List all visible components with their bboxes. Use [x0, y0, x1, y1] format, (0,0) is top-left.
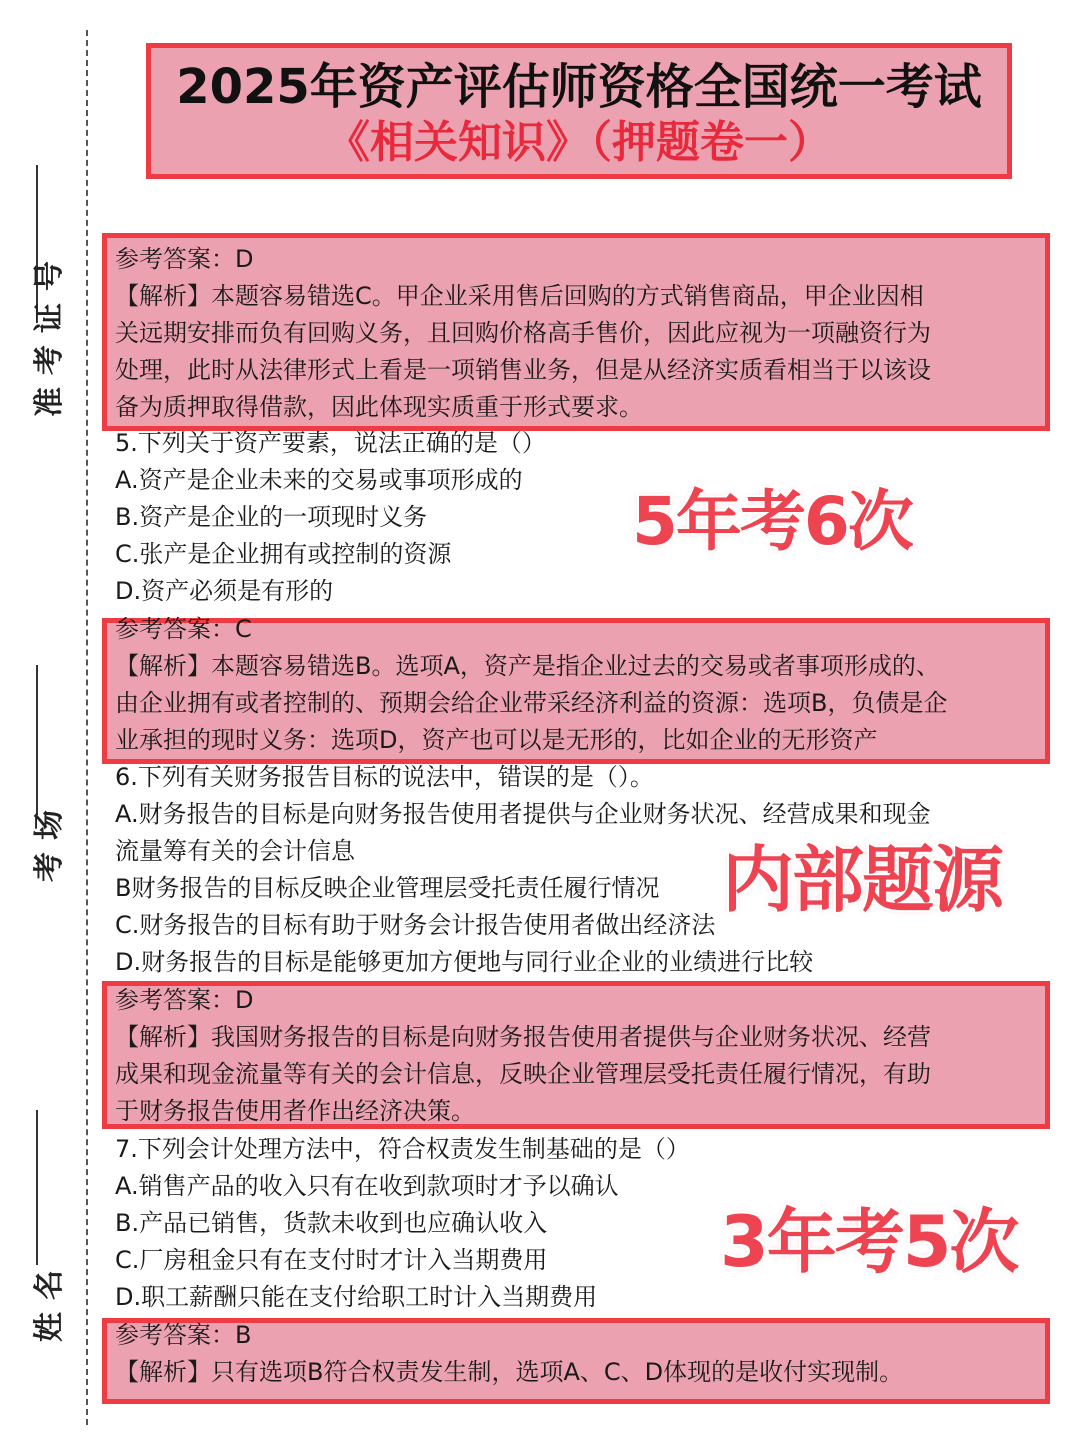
- stamp-frequency-3y5: 3年考5次: [720, 1201, 1018, 1283]
- option-item: B.产品已销售，货款未收到也应确认收入: [115, 1209, 548, 1237]
- name-label: 姓名: [32, 1258, 67, 1342]
- admission-number-label: 准考证号: [32, 249, 67, 417]
- option-item: 流量筹有关的会计信息: [115, 837, 355, 865]
- option-item: D.职工薪酬只能在支付给职工时计入当期费用: [115, 1283, 598, 1311]
- explanation-line: 【解析】我国财务报告的目标是向财务报告使用者提供与企业财务状况、经营: [115, 1023, 931, 1051]
- name-fill-line: [36, 1110, 38, 1265]
- explanation-line: 【解析】本题容易错选B。选项A，资产是指企业过去的交易或者事项形成的、: [115, 652, 940, 680]
- option-item: C.厂房租金只有在支付时才计入当期费用: [115, 1246, 548, 1274]
- option-item: A.财务报告的目标是向财务报告使用者提供与企业财务状况、经营成果和现金: [115, 800, 931, 828]
- explanation-line: 成果和现金流量等有关的会计信息，反映企业管理层受托责任履行情况，有助: [115, 1060, 931, 1088]
- page-title: 2025年资产评估师资格全国统一考试: [176, 59, 982, 115]
- question-5: 5.下列关于资产要素，说法正确的是（）: [115, 429, 546, 457]
- page-subtitle: 《相关知识》（押题卷一）: [326, 117, 832, 168]
- explanation-line: 处理，此时从法律形式上看是一项销售业务，但是从经济实质看相当于以该设: [115, 356, 931, 384]
- binding-dashed-line: [86, 30, 88, 1425]
- stamp-frequency-5y6: 5年考6次: [632, 483, 912, 560]
- exam-room-label: 考场: [32, 798, 67, 882]
- option-item: D.财务报告的目标是能够更加方便地与同行业企业的业绩进行比较: [115, 948, 814, 976]
- exam-room-fill-line: [36, 665, 38, 815]
- explanation-line: 【解析】本题容易错选C。甲企业采用售后回购的方式销售商品，甲企业因相: [115, 282, 924, 310]
- answer-label: 参考答案：C: [115, 615, 252, 643]
- option-item: D.资产必须是有形的: [115, 577, 334, 605]
- option-item: A.销售产品的收入只有在收到款项时才予以确认: [115, 1172, 619, 1200]
- stamp-internal-source: 内部题源: [722, 838, 1003, 922]
- answer-label: 参考答案：B: [115, 1321, 252, 1349]
- title-banner: [146, 43, 1012, 179]
- explanation-line: 备为质押取得借款，因此体现实质重于形式要求。: [115, 393, 643, 421]
- answer-label: 参考答案：D: [115, 986, 254, 1014]
- explanation-line: 于财务报告使用者作出经济决策。: [115, 1097, 475, 1125]
- option-item: A.资产是企业未来的交易或事项形成的: [115, 466, 523, 494]
- explanation-line: 业承担的现时义务：选项D，资产也可以是无形的，比如企业的无形资产: [115, 726, 878, 754]
- option-item: C.张产是企业拥有或控制的资源: [115, 540, 452, 568]
- option-item: B财务报告的目标反映企业管理层受托责任履行情况: [115, 874, 660, 902]
- option-item: B.资产是企业的一项现时义务: [115, 503, 428, 531]
- explanation-line: 【解析】只有选项B符合权责发生制，选项A、C、D体现的是收付实现制。: [115, 1358, 904, 1386]
- explanation-line: 关远期安排而负有回购义务，且回购价格高手售价，因此应视为一项融资行为: [115, 319, 931, 347]
- question-7: 7.下列会计处理方法中，符合权责发生制基础的是（）: [115, 1135, 690, 1163]
- question-6: 6.下列有关财务报告目标的说法中，错误的是（）。: [115, 763, 654, 791]
- explanation-line: 由企业拥有或者控制的、预期会给企业带采经济利益的资源：选项B，负债是企: [115, 689, 948, 717]
- option-item: C.财务报告的目标有助于财务会计报告使用者做出经济法: [115, 911, 716, 939]
- answer-label: 参考答案：D: [115, 245, 254, 273]
